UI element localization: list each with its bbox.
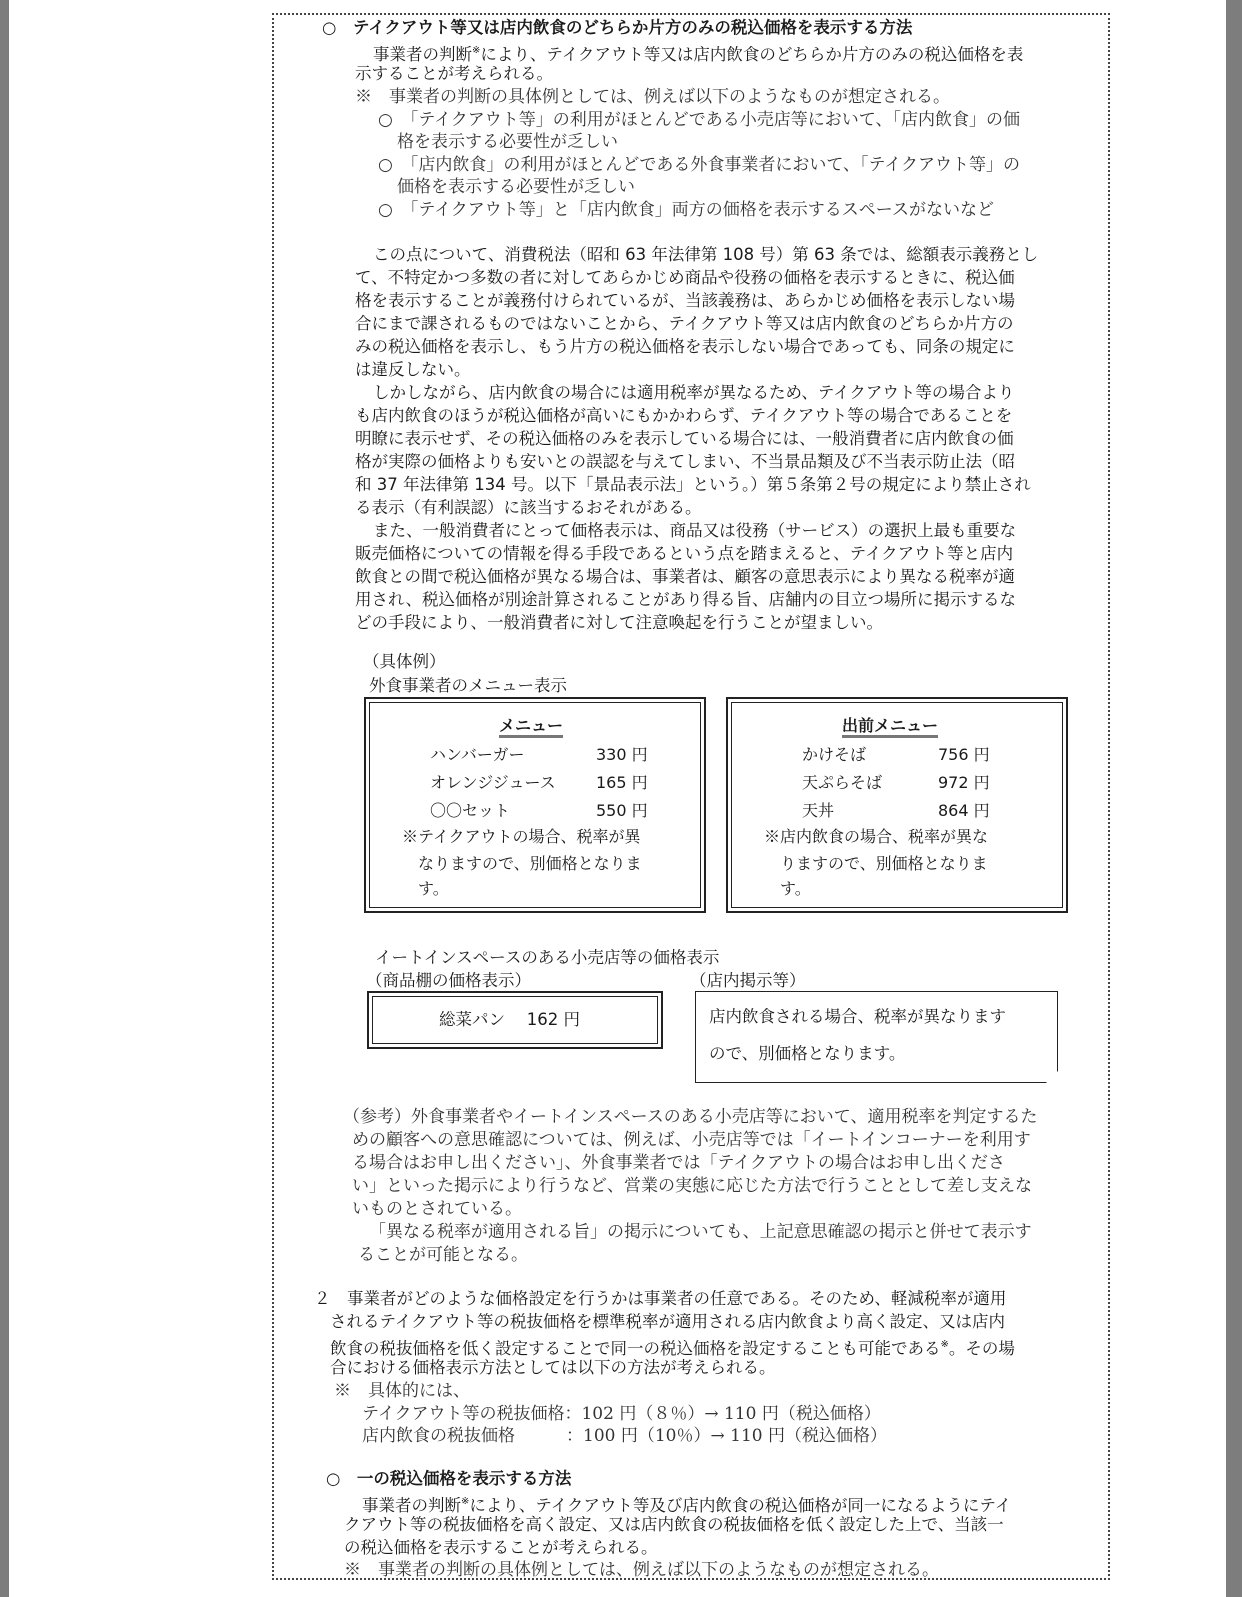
section2-calc-line: 店内飲食の税抜価格 ：100 円（10％）→ 110 円（税込価格） xyxy=(362,1426,887,1446)
section1-example-1b: 格を表示する必要性が乏しい xyxy=(397,132,618,152)
body-line: みの税込価格を表示し、もう片方の税込価格を表示しない場合であっても、同条の規定に xyxy=(355,337,1015,356)
body-line: も店内飲食のほうが税込価格が高いにもかかわらず、テイクアウト等の場合であることを xyxy=(355,406,1013,425)
reference-line: い」といった掲示により行うなど、営業の実態に応じた方法で行うこととして差し支えな xyxy=(352,1176,1032,1196)
body-line: 和 37 年法律第 134 号。以下「景品表示法」という。）第５条第２号の規定により禁止され xyxy=(355,475,1031,494)
viewer-right-edge xyxy=(1226,0,1242,1597)
menu-note: す。 xyxy=(418,879,449,898)
body-line: 販売価格についての情報を得る手段であるという点を踏まえると、テイクアウト等と店内 xyxy=(355,544,1014,563)
body-line: この点について、消費税法（昭和 63 年法律第 108 号）第 63 条では、総額表示義務とし xyxy=(373,245,1039,264)
menu-item-price: 165 円 xyxy=(596,773,648,792)
menu-item-name: ハンバーガー xyxy=(430,745,525,764)
section2-line: されるテイクアウト等の税抜価格を標準税率が適用される店内飲食より高く設定、又は店内 xyxy=(330,1312,1006,1331)
section2-line: 合における価格表示方法としては以下の方法が考えられる。 xyxy=(330,1358,776,1377)
menu-item-name: 天ぷらそば xyxy=(802,773,883,792)
section1-para-line-1: 事業者の判断※により、テイクアウト等又は店内飲食のどちらか片方のみの税込価格を表 xyxy=(373,45,1024,64)
menu-note: なりますので、別価格となりま xyxy=(418,854,642,873)
store-label: （店内掲示等） xyxy=(690,971,806,990)
restaurant-heading: 外食事業者のメニュー表示 xyxy=(369,676,567,695)
body-line: また、一般消費者にとって価格表示は、商品又は役務（サービス）の選択上最も重要な xyxy=(373,521,1017,540)
section3-line: 事業者の判断※により、テイクアウト等及び店内飲食の税込価格が同一になるようにテイ xyxy=(362,1496,1012,1515)
section1-example-1a: ○ 「テイクアウト等」の利用がほとんどである小売店等において、「店内飲食」の価 xyxy=(378,110,1020,130)
section3-title: ○ 一の税込価格を表示する方法 xyxy=(326,1469,572,1488)
section3-note-lead: ※ 事業者の判断の具体例としては、例えば以下のようなものが想定される。 xyxy=(344,1560,939,1580)
body-line: て、不特定かつ多数の者に対してあらかじめ商品や役務の価格を表示するときに、税込価 xyxy=(355,268,1015,287)
section3-line: クアウト等の税抜価格を高く設定、又は店内飲食の税抜価格を低く設定した上で、当該一 xyxy=(344,1515,1004,1534)
menu-item-price: 330 円 xyxy=(596,745,648,764)
menu-item-price: 864 円 xyxy=(938,801,990,820)
menu-item-name: 天丼 xyxy=(802,801,835,820)
body-line: 明瞭に表示せず、その税込価格のみを表示している場合には、一般消費者に店内飲食の価 xyxy=(355,429,1014,448)
reference-line: （参考）外食事業者やイートインスペースのある小売店等において、適用税率を判定するた xyxy=(343,1107,1038,1127)
example-label: （具体例） xyxy=(363,652,446,671)
section2-calc-line: テイクアウト等の税抜価格：102 円（８％）→ 110 円（税込価格） xyxy=(362,1404,881,1424)
body-line: 飲食との間で税込価格が異なる場合は、事業者は、顧客の意思表示により異なる税率が適 xyxy=(355,567,1015,586)
section1-example-2b: 価格を表示する必要性が乏しい xyxy=(397,177,635,197)
menu-item-price: 972 円 xyxy=(938,773,990,792)
notice-line: ので、別価格となります。 xyxy=(709,1044,906,1063)
section1-example-3: ○ 「テイクアウト等」と「店内飲食」両方の価格を表示するスペースがないなど xyxy=(378,200,994,220)
menu-item-price: 756 円 xyxy=(938,745,990,764)
section1-title: ○ テイクアウト等又は店内飲食のどちらか片方のみの税込価格を表示する方法 xyxy=(322,18,913,37)
body-line: しかしながら、店内飲食の場合には適用税率が異なるため、テイクアウト等の場合より xyxy=(373,383,1015,402)
section2-note-lead: ※ 具体的には、 xyxy=(334,1381,470,1401)
shelf-item: 総菜パン 162 円 xyxy=(439,1010,580,1029)
shelf-price-box xyxy=(367,991,663,1049)
body-line: 合にまで課されるものではないことから、テイクアウト等又は店内飲食のどちらか片方の xyxy=(355,314,1014,333)
notice-line: 店内飲食される場合、税率が異なります xyxy=(709,1007,1006,1026)
body-line: は違反しない。 xyxy=(355,360,471,379)
body-line: 格を表示することが義務付けられているが、当該義務は、あらかじめ価格を表示しない場 xyxy=(355,291,1015,310)
delivery-menu-title: 出前メニュー xyxy=(842,716,939,735)
section2-line: ２ 事業者がどのような価格設定を行うかは事業者の任意である。そのため、軽減税率が適用 xyxy=(314,1289,1007,1308)
delivery-menu-box xyxy=(726,697,1068,913)
reference-line: る場合はお申し出ください」、外食事業者では「テイクアウトの場合はお申し出くださ xyxy=(352,1153,1005,1173)
store-notice-box xyxy=(695,991,1058,1083)
reference-line: 「異なる税率が適用される旨」の掲示についても、上記意思確認の掲示と併せて表示す xyxy=(369,1222,1032,1242)
menu-note: ※テイクアウトの場合、税率が異 xyxy=(402,827,641,846)
reference-line: めの顧客への意思確認については、例えば、小売店等では「イートインコーナーを利用す xyxy=(352,1130,1031,1150)
viewer-left-edge xyxy=(0,0,9,1597)
menu-item-name: 〇〇セット xyxy=(430,801,511,820)
section1-para-line-2: 示することが考えられる。 xyxy=(355,64,553,83)
section1-example-2a: ○ 「店内飲食」の利用がほとんどである外食事業者において、「テイクアウト等」の xyxy=(378,155,1020,175)
menu-box xyxy=(364,697,706,913)
shelf-label: （商品棚の価格表示） xyxy=(366,971,531,990)
section1-note-lead: ※ 事業者の判断の具体例としては、例えば以下のようなものが想定される。 xyxy=(355,87,950,107)
body-line: る表示（有利誤認）に該当するおそれがある。 xyxy=(355,498,702,517)
body-line: どの手段により、一般消費者に対して注意喚起を行うことが望ましい。 xyxy=(355,613,883,632)
menu-item-name: かけそば xyxy=(802,745,867,764)
reference-line: いものとされている。 xyxy=(352,1199,522,1219)
menu-item-name: オレンジジュース xyxy=(430,773,556,792)
menu-note: ※店内飲食の場合、税率が異な xyxy=(764,827,989,846)
menu-note: りますので、別価格となりま xyxy=(780,854,988,873)
body-line: 用され、税込価格が別途計算されることがあり得る旨、店舗内の目立つ場所に掲示するな xyxy=(355,590,1016,609)
reference-line: ることが可能となる。 xyxy=(358,1245,528,1265)
menu-item-price: 550 円 xyxy=(596,801,648,820)
section2-line: 飲食の税抜価格を低く設定することで同一の税込価格を設定することも可能である※。その場 xyxy=(330,1339,1015,1358)
body-line: 格が実際の価格よりも安いとの誤認を与えてしまい、不当景品類及び不当表示防止法（昭 xyxy=(355,452,1015,471)
retail-heading: イートインスペースのある小売店等の価格表示 xyxy=(375,948,720,967)
section3-line: の税込価格を表示することが考えられる。 xyxy=(344,1538,658,1557)
menu-title: メニュー xyxy=(499,716,564,735)
menu-note: す。 xyxy=(780,879,811,898)
